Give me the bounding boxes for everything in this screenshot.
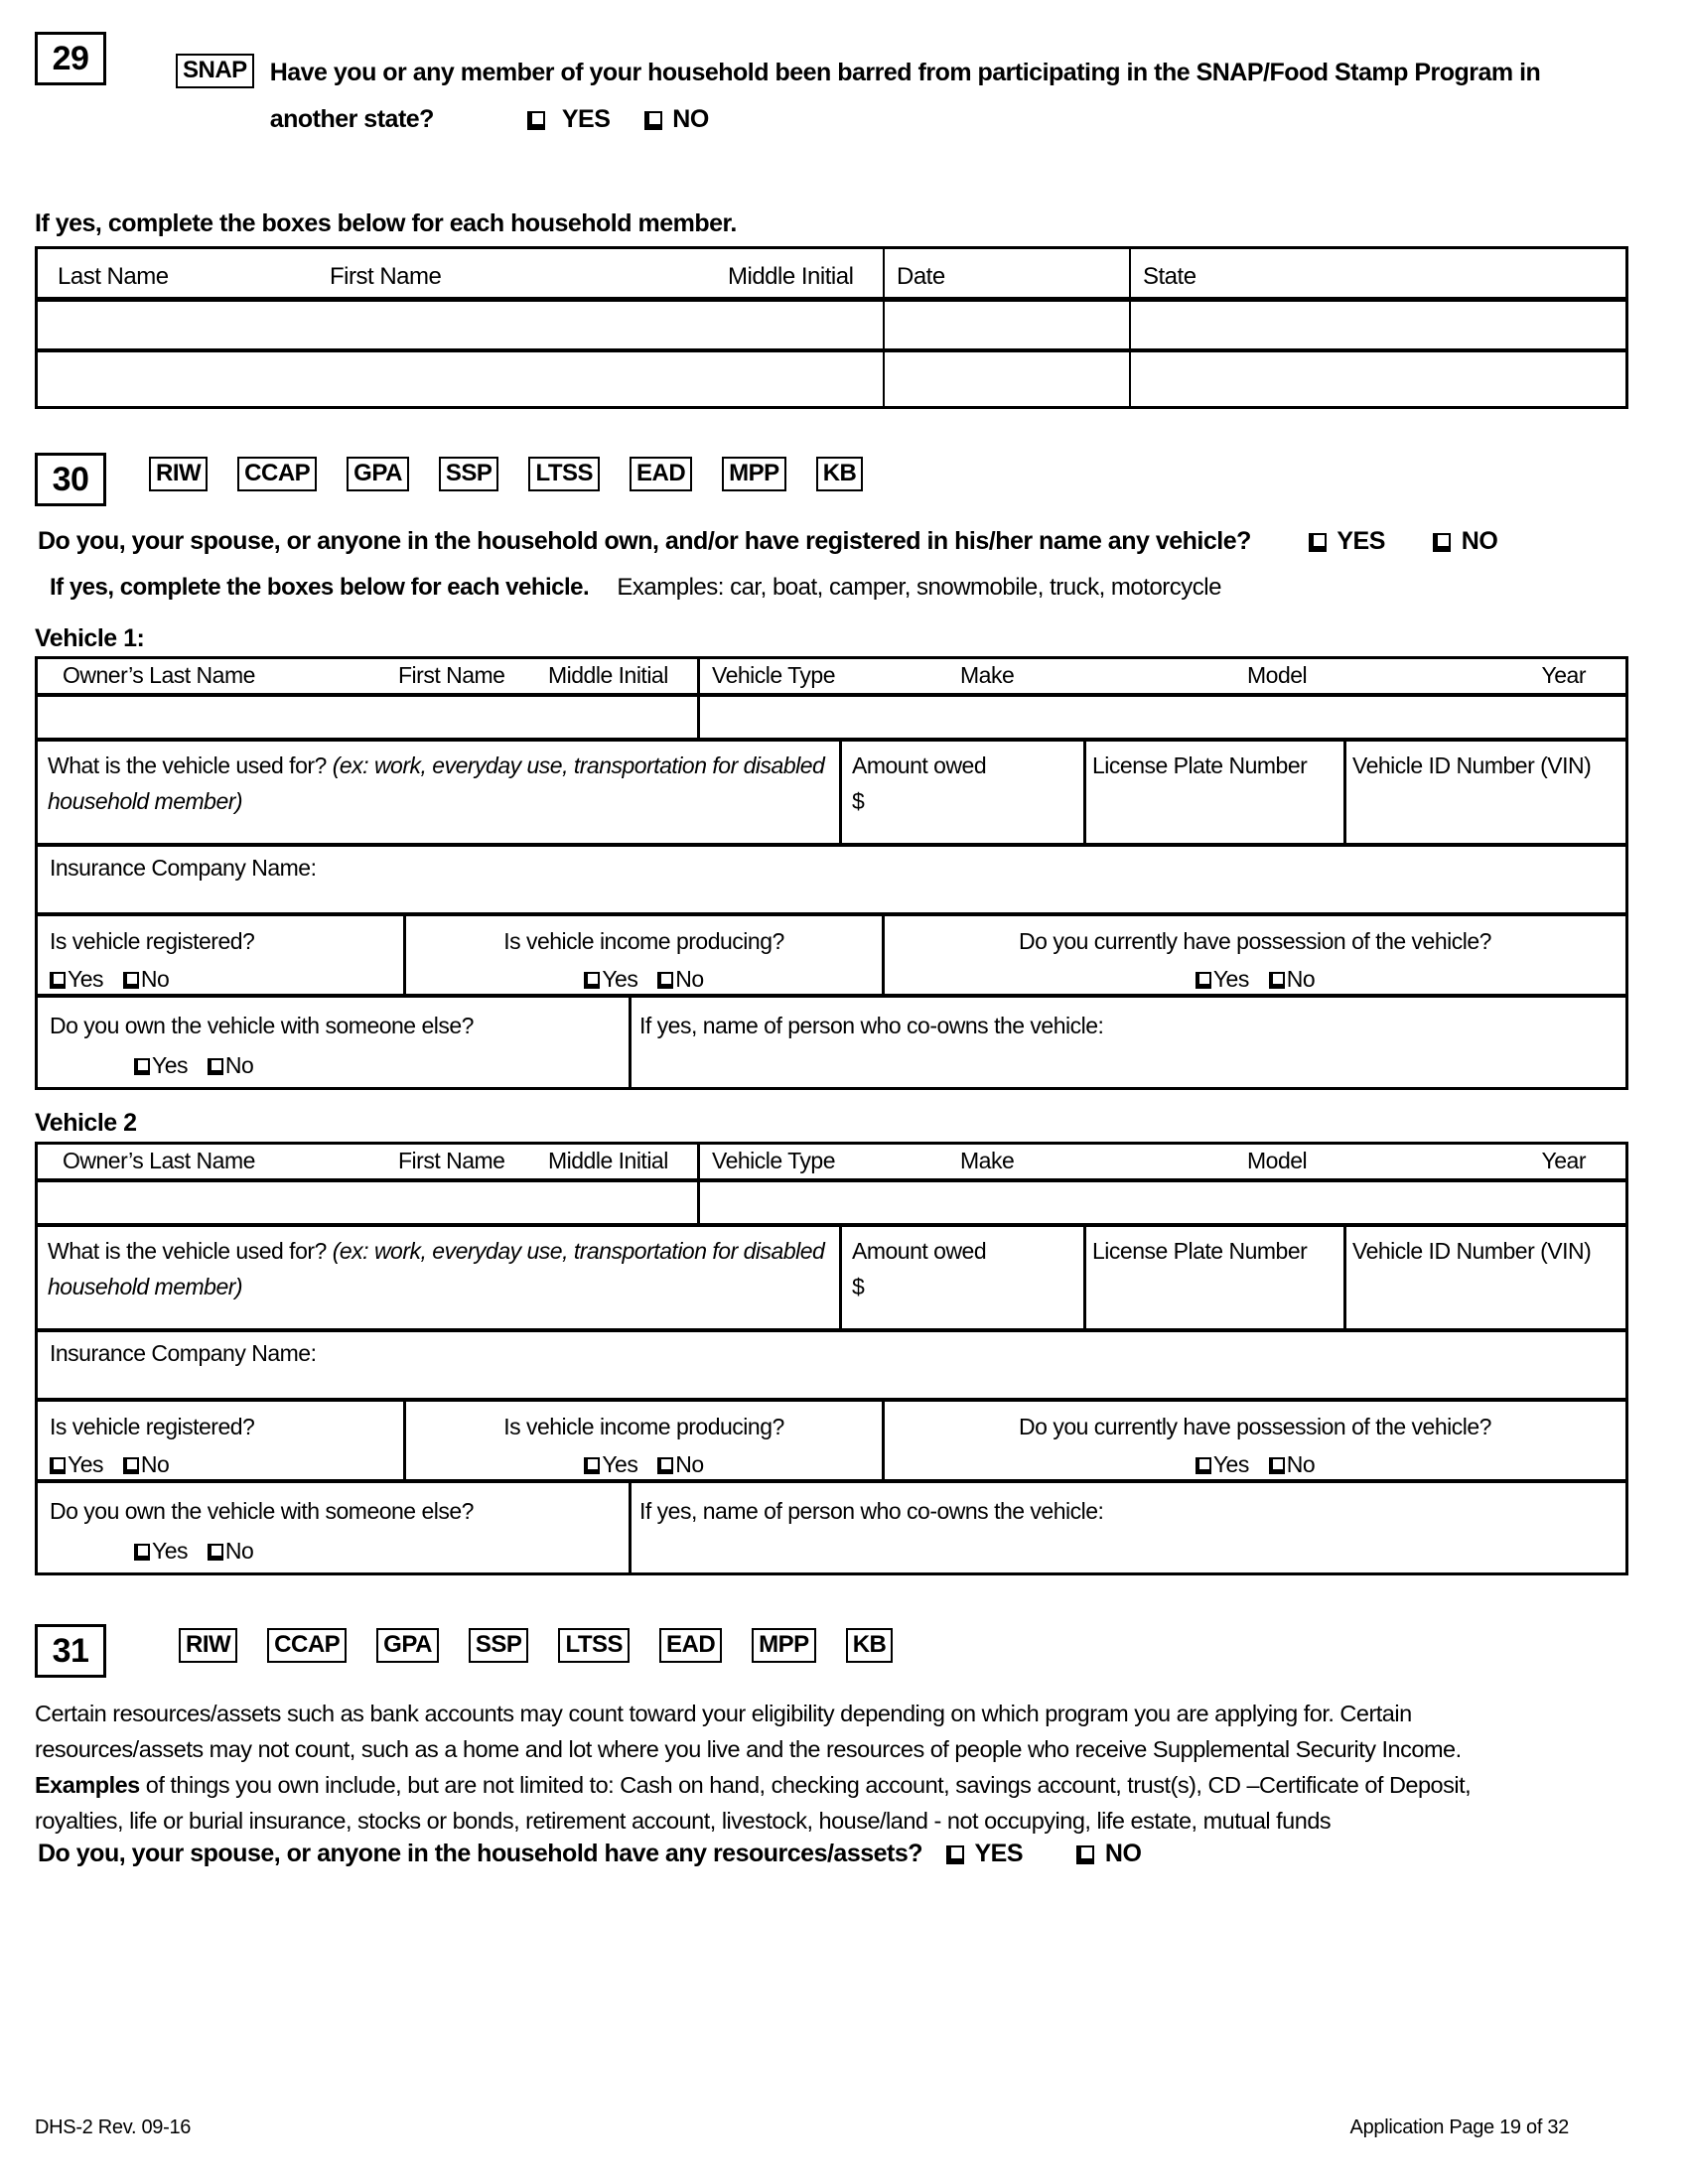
household-member-table bbox=[35, 246, 1628, 409]
footer-page-number: Application Page 19 of 32 bbox=[1349, 2116, 1569, 2138]
program-tag-snap: SNAP bbox=[176, 54, 254, 88]
v1-registered-no-checkbox[interactable] bbox=[123, 972, 139, 989]
v2-income-yes-checkbox[interactable] bbox=[584, 1457, 600, 1474]
license-plate-label: License Plate Number bbox=[1092, 752, 1308, 778]
name-header-cell bbox=[38, 249, 885, 297]
no-label: No bbox=[675, 966, 704, 992]
program-tag-ltss: LTSS bbox=[528, 457, 600, 491]
v1-coown-yes-checkbox[interactable] bbox=[134, 1058, 150, 1075]
v1-header-row bbox=[38, 659, 1625, 697]
col-make: Make bbox=[960, 1148, 1015, 1173]
v1-possession-cell bbox=[885, 916, 1625, 994]
col-state: State bbox=[1143, 263, 1196, 290]
row2-date-cell[interactable] bbox=[885, 352, 1131, 406]
income-question: Is vehicle income producing? bbox=[503, 928, 784, 954]
question-31-body bbox=[35, 1696, 1643, 1839]
question-31-program-tags bbox=[179, 1628, 893, 1663]
household-table-header-row bbox=[38, 249, 1625, 302]
v1-vin-cell[interactable] bbox=[1346, 742, 1625, 843]
col-make: Make bbox=[960, 662, 1015, 688]
v1-coowner-name-cell[interactable] bbox=[632, 998, 1625, 1087]
v1-insurance-row bbox=[38, 847, 1625, 916]
yes-label: Yes bbox=[1212, 1451, 1249, 1477]
v1-income-no-checkbox[interactable] bbox=[657, 972, 673, 989]
registered-question: Is vehicle registered? bbox=[50, 1414, 255, 1439]
footer-form-id: DHS-2 Rev. 09-16 bbox=[35, 2116, 192, 2138]
no-label: No bbox=[224, 1052, 254, 1078]
v1-coown-no-checkbox[interactable] bbox=[208, 1058, 223, 1075]
q30-examples: Examples: car, boat, camper, snowmobile, truck, motorcycle bbox=[617, 574, 1221, 601]
q29-yes-label: YES bbox=[561, 105, 611, 133]
question-29-line2: another state? bbox=[269, 105, 434, 133]
v1-owner-header-cell bbox=[38, 659, 700, 693]
row1-name-cell[interactable] bbox=[38, 302, 885, 348]
used-for-question: What is the vehicle used for? bbox=[48, 1238, 327, 1264]
v1-coown-row bbox=[38, 998, 1625, 1087]
v2-possession-yes-checkbox[interactable] bbox=[1196, 1457, 1211, 1474]
col-date: Date bbox=[885, 249, 1131, 297]
program-tag-ead: EAD bbox=[659, 1628, 722, 1663]
v1-license-plate-cell[interactable] bbox=[1086, 742, 1346, 843]
license-plate-label: License Plate Number bbox=[1092, 1238, 1308, 1264]
program-tag-ltss: LTSS bbox=[558, 1628, 630, 1663]
no-label: No bbox=[675, 1451, 704, 1477]
vehicle-1-table bbox=[35, 656, 1628, 1090]
v2-coown-no-checkbox[interactable] bbox=[208, 1544, 223, 1561]
registered-question: Is vehicle registered? bbox=[50, 928, 255, 954]
row1-date-cell[interactable] bbox=[885, 302, 1131, 348]
v2-owner-header-cell bbox=[38, 1145, 700, 1178]
v1-possession-no-checkbox[interactable] bbox=[1269, 972, 1285, 989]
v1-vehicle-header-cell bbox=[700, 659, 1625, 693]
v2-used-for-cell[interactable] bbox=[38, 1227, 842, 1328]
v2-coown-yes-checkbox[interactable] bbox=[134, 1544, 150, 1561]
v1-amount-owed-cell[interactable] bbox=[842, 742, 1086, 843]
vehicle-1-label: Vehicle 1: bbox=[35, 624, 145, 652]
vehicle-2-table bbox=[35, 1142, 1628, 1575]
co-own-name-label: If yes, name of person who co-owns the vehicle: bbox=[639, 1498, 1104, 1524]
program-tag-ccap: CCAP bbox=[237, 457, 317, 491]
yes-label: Yes bbox=[68, 1451, 104, 1477]
used-for-example: (ex: work, everyday use, transportation for disabled household member) bbox=[48, 1238, 825, 1299]
v2-amount-owed-cell[interactable] bbox=[842, 1227, 1086, 1328]
amount-owed-symbol: $ bbox=[852, 788, 865, 814]
vin-label: Vehicle ID Number (VIN) bbox=[1352, 1238, 1592, 1264]
col-middle-initial: Middle Initial bbox=[548, 1148, 668, 1173]
v2-registered-cell bbox=[38, 1402, 406, 1479]
v2-possession-no-checkbox[interactable] bbox=[1269, 1457, 1285, 1474]
program-tag-mpp: MPP bbox=[752, 1628, 816, 1663]
program-tag-riw: RIW bbox=[149, 457, 208, 491]
question-30-header bbox=[35, 453, 863, 506]
question-31-number-box: 31 bbox=[35, 1624, 106, 1678]
v2-coown-cell bbox=[38, 1483, 632, 1572]
v1-registered-cell bbox=[38, 916, 406, 994]
yes-label: Yes bbox=[602, 966, 638, 992]
v2-possession-cell bbox=[885, 1402, 1625, 1479]
v2-usage-row bbox=[38, 1227, 1625, 1332]
v2-vin-cell[interactable] bbox=[1346, 1227, 1625, 1328]
q31-body-line2: resources/assets may not count, such as a home and lot where you live and the resources of people who receive Supplemental Security Income. bbox=[35, 1736, 1462, 1762]
q30-yes-label: YES bbox=[1336, 527, 1385, 555]
v2-owner-entry-cell[interactable] bbox=[38, 1182, 700, 1223]
q30-yes-checkbox[interactable] bbox=[1309, 533, 1327, 552]
program-tag-riw: RIW bbox=[179, 1628, 237, 1663]
program-tag-ccap: CCAP bbox=[267, 1628, 347, 1663]
col-model: Model bbox=[1247, 1148, 1308, 1173]
vehicle-2-label: Vehicle 2 bbox=[35, 1109, 137, 1137]
q31-body-line1: Certain resources/assets such as bank accounts may count toward your eligibility depending on which program you are applying for. Certain bbox=[35, 1701, 1412, 1726]
col-vehicle-type: Vehicle Type bbox=[712, 1148, 836, 1173]
col-owner-last-name: Owner’s Last Name bbox=[63, 1148, 255, 1173]
question-30-number-box: 30 bbox=[35, 453, 106, 506]
question-30-program-tags bbox=[149, 457, 863, 491]
v1-vehicle-entry-cell[interactable] bbox=[700, 697, 1625, 738]
v1-income-cell bbox=[406, 916, 885, 994]
co-own-question: Do you own the vehicle with someone else? bbox=[50, 1013, 474, 1038]
q31-no-label: NO bbox=[1104, 1840, 1142, 1867]
col-middle-initial: Middle Initial bbox=[728, 263, 854, 290]
v1-insurance-cell[interactable] bbox=[38, 847, 1625, 912]
v1-registered-yes-checkbox[interactable] bbox=[50, 972, 66, 989]
q31-examples-word: Examples bbox=[35, 1772, 140, 1798]
v2-vehicle-header-cell bbox=[700, 1145, 1625, 1178]
v2-status-row bbox=[38, 1402, 1625, 1483]
v2-insurance-cell[interactable] bbox=[38, 1332, 1625, 1398]
household-table-row-2 bbox=[38, 352, 1625, 406]
q30-if-yes-instruction: If yes, complete the boxes below for each vehicle. bbox=[50, 574, 590, 601]
yes-label: Yes bbox=[602, 1451, 638, 1477]
q31-body-line4: royalties, life or burial insurance, stocks or bonds, retirement account, livestock, house/land - not occupying, life estate, mutual funds bbox=[35, 1808, 1332, 1834]
no-label: No bbox=[1286, 966, 1316, 992]
v2-registered-no-checkbox[interactable] bbox=[123, 1457, 139, 1474]
yes-label: Yes bbox=[1212, 966, 1249, 992]
col-year: Year bbox=[1541, 662, 1586, 688]
question-29-header bbox=[35, 32, 1620, 134]
col-last-name: Last Name bbox=[58, 263, 169, 290]
v2-insurance-row bbox=[38, 1332, 1625, 1402]
col-vehicle-type: Vehicle Type bbox=[712, 662, 836, 688]
program-tag-ssp: SSP bbox=[439, 457, 499, 491]
v2-header-row bbox=[38, 1145, 1625, 1182]
v1-owner-entry-cell[interactable] bbox=[38, 697, 700, 738]
q31-yes-label: YES bbox=[974, 1840, 1024, 1867]
no-label: No bbox=[140, 966, 170, 992]
no-label: No bbox=[140, 1451, 170, 1477]
program-tag-kb: KB bbox=[846, 1628, 894, 1663]
q29-no-checkbox[interactable] bbox=[644, 111, 662, 130]
vin-label: Vehicle ID Number (VIN) bbox=[1352, 752, 1592, 778]
v1-usage-row bbox=[38, 742, 1625, 847]
no-label: No bbox=[1286, 1451, 1316, 1477]
yes-label: Yes bbox=[152, 1538, 189, 1564]
yes-label: Yes bbox=[152, 1052, 189, 1078]
row2-name-cell[interactable] bbox=[38, 352, 885, 406]
question-30-text: Do you, your spouse, or anyone in the household own, and/or have registered in his/her name any vehicle? bbox=[38, 527, 1251, 555]
col-model: Model bbox=[1247, 662, 1308, 688]
program-tag-ssp: SSP bbox=[469, 1628, 529, 1663]
v1-used-for-cell[interactable] bbox=[38, 742, 842, 843]
no-label: No bbox=[224, 1538, 254, 1564]
v2-income-cell bbox=[406, 1402, 885, 1479]
col-owner-last-name: Owner’s Last Name bbox=[63, 662, 255, 688]
co-own-name-label: If yes, name of person who co-owns the vehicle: bbox=[639, 1013, 1104, 1038]
q30-no-label: NO bbox=[1461, 527, 1498, 555]
col-first-name: First Name bbox=[398, 662, 505, 688]
q31-no-checkbox[interactable] bbox=[1076, 1845, 1094, 1864]
v1-possession-yes-checkbox[interactable] bbox=[1196, 972, 1211, 989]
q31-body-line3-rest: of things you own include, but are not limited to: Cash on hand, checking account, savings account, trust(s), CD –Certificate of Deposit, bbox=[139, 1772, 1472, 1798]
question-29-number-box: 29 bbox=[35, 32, 106, 85]
yes-label: Yes bbox=[68, 966, 104, 992]
insurance-label: Insurance Company Name: bbox=[50, 855, 317, 881]
possession-question: Do you currently have possession of the vehicle? bbox=[1019, 1414, 1491, 1439]
q29-no-label: NO bbox=[672, 105, 709, 133]
q29-yes-checkbox[interactable] bbox=[527, 111, 545, 130]
v1-income-yes-checkbox[interactable] bbox=[584, 972, 600, 989]
v2-coowner-name-cell[interactable] bbox=[632, 1483, 1625, 1572]
col-first-name: First Name bbox=[398, 1148, 505, 1173]
program-tag-kb: KB bbox=[816, 457, 864, 491]
used-for-question: What is the vehicle used for? bbox=[48, 752, 327, 778]
v1-status-row bbox=[38, 916, 1625, 998]
col-year: Year bbox=[1541, 1148, 1586, 1173]
v1-coown-cell bbox=[38, 998, 632, 1087]
amount-owed-symbol: $ bbox=[852, 1274, 865, 1299]
amount-owed-label: Amount owed bbox=[852, 1238, 987, 1264]
program-tag-gpa: GPA bbox=[376, 1628, 439, 1663]
question-29-text bbox=[270, 58, 1620, 134]
household-table-row-1 bbox=[38, 302, 1625, 352]
possession-question: Do you currently have possession of the vehicle? bbox=[1019, 928, 1491, 954]
question-31-header bbox=[35, 1624, 893, 1678]
income-question: Is vehicle income producing? bbox=[503, 1414, 784, 1439]
v2-vehicle-entry-cell[interactable] bbox=[700, 1182, 1625, 1223]
q30-no-checkbox[interactable] bbox=[1433, 533, 1451, 552]
col-middle-initial: Middle Initial bbox=[548, 662, 668, 688]
v2-coown-row bbox=[38, 1483, 1625, 1572]
q29-if-yes-instruction: If yes, complete the boxes below for each household member. bbox=[35, 209, 737, 237]
question-31-text: Do you, your spouse, or anyone in the household have any resources/assets? bbox=[38, 1840, 923, 1867]
row1-state-cell[interactable] bbox=[1131, 302, 1625, 348]
v2-license-plate-cell[interactable] bbox=[1086, 1227, 1346, 1328]
program-tag-gpa: GPA bbox=[347, 457, 409, 491]
v2-income-no-checkbox[interactable] bbox=[657, 1457, 673, 1474]
v2-registered-yes-checkbox[interactable] bbox=[50, 1457, 66, 1474]
insurance-label: Insurance Company Name: bbox=[50, 1340, 317, 1366]
v1-entry-row bbox=[38, 697, 1625, 742]
program-tag-mpp: MPP bbox=[722, 457, 786, 491]
used-for-example: (ex: work, everyday use, transportation for disabled household member) bbox=[48, 752, 825, 814]
question-29-line1: Have you or any member of your household been barred from participating in the SNAP/Food Stamp Program in bbox=[269, 59, 1541, 86]
row2-state-cell[interactable] bbox=[1131, 352, 1625, 406]
q31-body-line3 bbox=[35, 1767, 1643, 1803]
amount-owed-label: Amount owed bbox=[852, 752, 987, 778]
program-tag-ead: EAD bbox=[630, 457, 692, 491]
v2-entry-row bbox=[38, 1182, 1625, 1227]
q31-yes-checkbox[interactable] bbox=[946, 1845, 964, 1864]
col-first-name: First Name bbox=[330, 263, 442, 290]
co-own-question: Do you own the vehicle with someone else? bbox=[50, 1498, 474, 1524]
